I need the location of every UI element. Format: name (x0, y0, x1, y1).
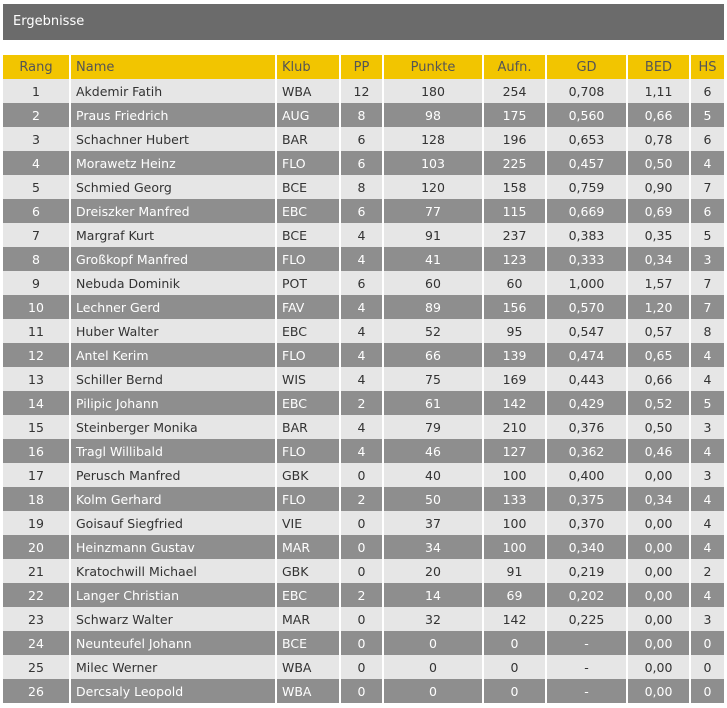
rank-cell: 17 (3, 463, 70, 487)
club-cell: FLO (276, 487, 340, 511)
points-cell: 46 (383, 439, 483, 463)
pp-cell: 0 (340, 535, 383, 559)
pp-cell: 4 (340, 415, 383, 439)
club-cell: WBA (276, 79, 340, 103)
innings-cell: 237 (483, 223, 546, 247)
points-cell: 180 (383, 79, 483, 103)
column-header-bed: BED (627, 55, 690, 79)
hs-cell: 6 (690, 199, 724, 223)
name-cell: Kolm Gerhard (70, 487, 276, 511)
rank-cell: 7 (3, 223, 70, 247)
club-cell: EBC (276, 583, 340, 607)
hs-cell: 3 (690, 463, 724, 487)
table-row (3, 583, 724, 607)
pp-cell: 2 (340, 583, 383, 607)
table-row (3, 511, 724, 535)
results-header-bar (3, 4, 724, 40)
bed-cell: 0,50 (627, 415, 690, 439)
rank-cell: 20 (3, 535, 70, 559)
name-cell: Pilipic Johann (70, 391, 276, 415)
gd-cell: 0,429 (546, 391, 627, 415)
hs-cell: 4 (690, 583, 724, 607)
bed-cell: 0,69 (627, 199, 690, 223)
pp-cell: 0 (340, 463, 383, 487)
table-row (3, 223, 724, 247)
name-cell: Schachner Hubert (70, 127, 276, 151)
bed-cell: 0,52 (627, 391, 690, 415)
gd-cell: 0,202 (546, 583, 627, 607)
gd-cell: - (546, 679, 627, 703)
table-row (3, 247, 724, 271)
pp-cell: 6 (340, 271, 383, 295)
bed-cell: 0,78 (627, 127, 690, 151)
rank-cell: 22 (3, 583, 70, 607)
innings-cell: 175 (483, 103, 546, 127)
points-cell: 77 (383, 199, 483, 223)
club-cell: GBK (276, 463, 340, 487)
column-header-punkte: Punkte (383, 55, 483, 79)
pp-cell: 0 (340, 511, 383, 535)
name-cell: Praus Friedrich (70, 103, 276, 127)
points-cell: 34 (383, 535, 483, 559)
pp-cell: 4 (340, 319, 383, 343)
club-cell: MAR (276, 535, 340, 559)
hs-cell: 6 (690, 79, 724, 103)
club-cell: FLO (276, 151, 340, 175)
rank-cell: 9 (3, 271, 70, 295)
column-header-hs: HS (690, 55, 724, 79)
pp-cell: 0 (340, 607, 383, 631)
pp-cell: 0 (340, 631, 383, 655)
rank-cell: 12 (3, 343, 70, 367)
gd-cell: 1,000 (546, 271, 627, 295)
innings-cell: 100 (483, 535, 546, 559)
pp-cell: 8 (340, 175, 383, 199)
rank-cell: 1 (3, 79, 70, 103)
points-cell: 103 (383, 151, 483, 175)
hs-cell: 5 (690, 223, 724, 247)
points-cell: 79 (383, 415, 483, 439)
club-cell: MAR (276, 607, 340, 631)
bed-cell: 0,00 (627, 535, 690, 559)
bed-cell: 0,46 (627, 439, 690, 463)
table-row (3, 607, 724, 631)
hs-cell: 7 (690, 295, 724, 319)
results-table-body (3, 79, 724, 703)
points-cell: 52 (383, 319, 483, 343)
innings-cell: 142 (483, 607, 546, 631)
innings-cell: 139 (483, 343, 546, 367)
innings-cell: 127 (483, 439, 546, 463)
hs-cell: 0 (690, 655, 724, 679)
table-row (3, 391, 724, 415)
points-cell: 60 (383, 271, 483, 295)
bed-cell: 0,66 (627, 103, 690, 127)
rank-cell: 11 (3, 319, 70, 343)
table-row (3, 319, 724, 343)
bed-cell: 0,34 (627, 487, 690, 511)
pp-cell: 8 (340, 103, 383, 127)
table-row (3, 151, 724, 175)
gd-cell: 0,340 (546, 535, 627, 559)
rank-cell: 21 (3, 559, 70, 583)
innings-cell: 133 (483, 487, 546, 511)
points-cell: 40 (383, 463, 483, 487)
innings-cell: 100 (483, 463, 546, 487)
gd-cell: 0,653 (546, 127, 627, 151)
name-cell: Milec Werner (70, 655, 276, 679)
gd-cell: - (546, 631, 627, 655)
innings-cell: 158 (483, 175, 546, 199)
results-title: Ergebnisse (13, 14, 85, 29)
name-cell: Goisauf Siegfried (70, 511, 276, 535)
gd-cell: - (546, 655, 627, 679)
name-cell: Großkopf Manfred (70, 247, 276, 271)
gd-cell: 0,570 (546, 295, 627, 319)
innings-cell: 254 (483, 79, 546, 103)
innings-cell: 69 (483, 583, 546, 607)
bed-cell: 0,65 (627, 343, 690, 367)
points-cell: 0 (383, 655, 483, 679)
hs-cell: 7 (690, 271, 724, 295)
gd-cell: 0,383 (546, 223, 627, 247)
points-cell: 14 (383, 583, 483, 607)
pp-cell: 2 (340, 391, 383, 415)
hs-cell: 8 (690, 319, 724, 343)
name-cell: Schiller Bernd (70, 367, 276, 391)
club-cell: WBA (276, 655, 340, 679)
table-row (3, 103, 724, 127)
rank-cell: 3 (3, 127, 70, 151)
gd-cell: 0,219 (546, 559, 627, 583)
points-cell: 0 (383, 631, 483, 655)
table-row (3, 487, 724, 511)
hs-cell: 3 (690, 415, 724, 439)
club-cell: EBC (276, 199, 340, 223)
hs-cell: 4 (690, 343, 724, 367)
table-row (3, 463, 724, 487)
pp-cell: 0 (340, 679, 383, 703)
hs-cell: 4 (690, 367, 724, 391)
table-row (3, 199, 724, 223)
club-cell: FAV (276, 295, 340, 319)
name-cell: Dercsaly Leopold (70, 679, 276, 703)
bed-cell: 1,11 (627, 79, 690, 103)
points-cell: 91 (383, 223, 483, 247)
hs-cell: 4 (690, 151, 724, 175)
rank-cell: 18 (3, 487, 70, 511)
points-cell: 128 (383, 127, 483, 151)
hs-cell: 7 (690, 175, 724, 199)
table-row (3, 367, 724, 391)
column-header-gd: GD (546, 55, 627, 79)
points-cell: 37 (383, 511, 483, 535)
hs-cell: 5 (690, 391, 724, 415)
gd-cell: 0,362 (546, 439, 627, 463)
pp-cell: 2 (340, 487, 383, 511)
rank-cell: 14 (3, 391, 70, 415)
name-cell: Kratochwill Michael (70, 559, 276, 583)
name-cell: Morawetz Heinz (70, 151, 276, 175)
name-cell: Schwarz Walter (70, 607, 276, 631)
club-cell: WBA (276, 679, 340, 703)
name-cell: Antel Kerim (70, 343, 276, 367)
pp-cell: 12 (340, 79, 383, 103)
club-cell: FLO (276, 247, 340, 271)
bed-cell: 0,00 (627, 463, 690, 487)
name-cell: Dreiszker Manfred (70, 199, 276, 223)
innings-cell: 0 (483, 655, 546, 679)
gd-cell: 0,759 (546, 175, 627, 199)
club-cell: POT (276, 271, 340, 295)
gd-cell: 0,474 (546, 343, 627, 367)
innings-cell: 142 (483, 391, 546, 415)
table-row (3, 415, 724, 439)
hs-cell: 4 (690, 487, 724, 511)
hs-cell: 0 (690, 631, 724, 655)
rank-cell: 26 (3, 679, 70, 703)
rank-cell: 2 (3, 103, 70, 127)
gd-cell: 0,708 (546, 79, 627, 103)
column-header-klub: Klub (276, 55, 340, 79)
bed-cell: 0,00 (627, 583, 690, 607)
club-cell: FLO (276, 439, 340, 463)
innings-cell: 115 (483, 199, 546, 223)
club-cell: EBC (276, 391, 340, 415)
club-cell: BCE (276, 631, 340, 655)
name-cell: Perusch Manfred (70, 463, 276, 487)
gd-cell: 0,333 (546, 247, 627, 271)
gd-cell: 0,547 (546, 319, 627, 343)
hs-cell: 4 (690, 439, 724, 463)
innings-cell: 95 (483, 319, 546, 343)
rank-cell: 4 (3, 151, 70, 175)
club-cell: FLO (276, 343, 340, 367)
name-cell: Tragl Willibald (70, 439, 276, 463)
bed-cell: 1,20 (627, 295, 690, 319)
innings-cell: 156 (483, 295, 546, 319)
name-cell: Langer Christian (70, 583, 276, 607)
table-row (3, 271, 724, 295)
innings-cell: 60 (483, 271, 546, 295)
hs-cell: 4 (690, 535, 724, 559)
pp-cell: 0 (340, 559, 383, 583)
rank-cell: 23 (3, 607, 70, 631)
table-row (3, 535, 724, 559)
table-row (3, 343, 724, 367)
pp-cell: 4 (340, 343, 383, 367)
rank-cell: 16 (3, 439, 70, 463)
hs-cell: 6 (690, 127, 724, 151)
innings-cell: 123 (483, 247, 546, 271)
table-row (3, 679, 724, 703)
table-row (3, 439, 724, 463)
club-cell: EBC (276, 319, 340, 343)
name-cell: Heinzmann Gustav (70, 535, 276, 559)
bed-cell: 0,35 (627, 223, 690, 247)
name-cell: Lechner Gerd (70, 295, 276, 319)
points-cell: 120 (383, 175, 483, 199)
table-row (3, 127, 724, 151)
points-cell: 66 (383, 343, 483, 367)
gd-cell: 0,443 (546, 367, 627, 391)
table-row (3, 295, 724, 319)
rank-cell: 19 (3, 511, 70, 535)
gd-cell: 0,400 (546, 463, 627, 487)
bed-cell: 0,00 (627, 655, 690, 679)
gd-cell: 0,376 (546, 415, 627, 439)
rank-cell: 6 (3, 199, 70, 223)
innings-cell: 225 (483, 151, 546, 175)
column-header-pp: PP (340, 55, 383, 79)
pp-cell: 4 (340, 223, 383, 247)
rank-cell: 10 (3, 295, 70, 319)
bed-cell: 0,00 (627, 631, 690, 655)
pp-cell: 4 (340, 295, 383, 319)
column-header-aufn: Aufn. (483, 55, 546, 79)
name-cell: Steinberger Monika (70, 415, 276, 439)
hs-cell: 3 (690, 607, 724, 631)
bed-cell: 0,00 (627, 607, 690, 631)
innings-cell: 100 (483, 511, 546, 535)
club-cell: BAR (276, 127, 340, 151)
hs-cell: 0 (690, 679, 724, 703)
bed-cell: 0,90 (627, 175, 690, 199)
points-cell: 0 (383, 679, 483, 703)
gd-cell: 0,457 (546, 151, 627, 175)
innings-cell: 210 (483, 415, 546, 439)
innings-cell: 196 (483, 127, 546, 151)
table-row (3, 175, 724, 199)
bed-cell: 0,00 (627, 511, 690, 535)
pp-cell: 4 (340, 367, 383, 391)
points-cell: 89 (383, 295, 483, 319)
innings-cell: 91 (483, 559, 546, 583)
gd-cell: 0,225 (546, 607, 627, 631)
bed-cell: 0,66 (627, 367, 690, 391)
gd-cell: 0,669 (546, 199, 627, 223)
points-cell: 98 (383, 103, 483, 127)
bed-cell: 0,00 (627, 559, 690, 583)
hs-cell: 2 (690, 559, 724, 583)
bed-cell: 0,34 (627, 247, 690, 271)
club-cell: WIS (276, 367, 340, 391)
points-cell: 32 (383, 607, 483, 631)
pp-cell: 6 (340, 127, 383, 151)
name-cell: Neunteufel Johann (70, 631, 276, 655)
column-header-name: Name (70, 55, 276, 79)
gd-cell: 0,375 (546, 487, 627, 511)
points-cell: 20 (383, 559, 483, 583)
club-cell: GBK (276, 559, 340, 583)
points-cell: 75 (383, 367, 483, 391)
club-cell: BCE (276, 175, 340, 199)
name-cell: Schmied Georg (70, 175, 276, 199)
table-row (3, 655, 724, 679)
hs-cell: 3 (690, 247, 724, 271)
points-cell: 41 (383, 247, 483, 271)
name-cell: Nebuda Dominik (70, 271, 276, 295)
club-cell: VIE (276, 511, 340, 535)
name-cell: Margraf Kurt (70, 223, 276, 247)
bed-cell: 0,00 (627, 679, 690, 703)
club-cell: AUG (276, 103, 340, 127)
club-cell: BAR (276, 415, 340, 439)
gd-cell: 0,560 (546, 103, 627, 127)
table-row (3, 631, 724, 655)
column-header-rang: Rang (3, 55, 70, 79)
bed-cell: 0,57 (627, 319, 690, 343)
pp-cell: 6 (340, 199, 383, 223)
rank-cell: 5 (3, 175, 70, 199)
club-cell: BCE (276, 223, 340, 247)
innings-cell: 0 (483, 679, 546, 703)
hs-cell: 5 (690, 103, 724, 127)
points-cell: 50 (383, 487, 483, 511)
pp-cell: 4 (340, 439, 383, 463)
table-row (3, 559, 724, 583)
results-table (3, 55, 724, 703)
bed-cell: 0,50 (627, 151, 690, 175)
name-cell: Huber Walter (70, 319, 276, 343)
points-cell: 61 (383, 391, 483, 415)
bed-cell: 1,57 (627, 271, 690, 295)
innings-cell: 169 (483, 367, 546, 391)
rank-cell: 24 (3, 631, 70, 655)
table-row (3, 79, 724, 103)
hs-cell: 4 (690, 511, 724, 535)
rank-cell: 25 (3, 655, 70, 679)
rank-cell: 13 (3, 367, 70, 391)
innings-cell: 0 (483, 631, 546, 655)
gd-cell: 0,370 (546, 511, 627, 535)
name-cell: Akdemir Fatih (70, 79, 276, 103)
pp-cell: 6 (340, 151, 383, 175)
pp-cell: 4 (340, 247, 383, 271)
pp-cell: 0 (340, 655, 383, 679)
rank-cell: 8 (3, 247, 70, 271)
rank-cell: 15 (3, 415, 70, 439)
column-header-row (3, 55, 724, 79)
